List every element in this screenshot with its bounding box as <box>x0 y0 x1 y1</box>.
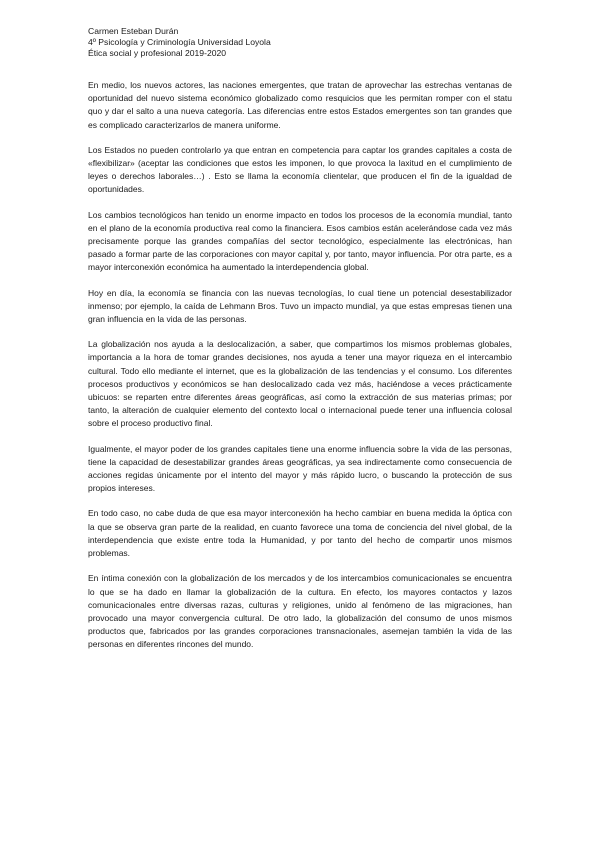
paragraph: En íntima conexión con la globalización de los mercados y de los intercambios comunicacionales se encuentra lo que se ha dado en llamar la globalización de la cultura. En efecto, los mayores contactos y lazos comunicacionales entre diversas razas, culturas y religiones, unido al fenómeno de las migraciones, han provocado una mayor convergencia cultural. De otro lado, la globalización del consumo de unos mismos productos que, fabricados por las grandes corporaciones transnacionales, asemejan también la vida de las personas en diferentes rincones del mundo. <box>88 573 512 650</box>
course-info: 4º Psicología y Criminología Universidad Loyola <box>88 37 271 47</box>
paragraph: En todo caso, no cabe duda de que esa mayor interconexión ha hecho cambiar en buena medida la óptica con la que se observa gran parte de la realidad, en cuanto favorece una toma de conciencia del nivel global, de la interdependencia que existe entre toda la Humanidad, y por tanto del hecho de compartir unos mismos problemas. <box>88 508 512 559</box>
document-page <box>88 26 512 664</box>
paragraph: Los cambios tecnológicos han tenido un enorme impacto en todos los procesos de la economía mundial, tanto en el plano de la economía productiva real como la financiera. Esos cambios están acelerándose cada vez más precisamente porque las grandes compañías del sector tecnológico, especialmente las electrónicas, han pasado a formar parte de las corporaciones con mayor capital y, por tanto, mayor influencia. Por otra parte, es a mayor interconexión económica ha aumentado la interdependencia global. <box>88 209 512 273</box>
paragraph: La globalización nos ayuda a la deslocalización, a saber, que compartimos los mismos problemas globales, importancia a la hora de tomar grandes decisiones, nos ayuda a tener una mayor riqueza en el intercambio cultural. Todo ello mediante el internet, que es la globalización de las tendencias y el consumo. Los diferentes procesos productivos y económicos se han deslocalizado cada vez más, haciéndose a veces prácticamente ubicuos: se reparten entre diferentes áreas geográficas, así como la extracción de sus materias primas; por tanto, la alteración de cualquier elemento del contexto local o internacional puede tener una influencia colosal sobre el proceso productivo final. <box>88 339 512 429</box>
paragraph: Hoy en día, la economía se financia con las nuevas tecnologías, lo cual tiene un potencial desestabilizador inmenso; por ejemplo, la caída de Lehmann Bros. Tuvo un impacto mundial, ya que estas empresas tienen una gran influencia en la vida de las personas. <box>88 287 512 325</box>
subject-info: Ética social y profesional 2019-2020 <box>88 48 227 58</box>
paragraph: En medio, los nuevos actores, las naciones emergentes, que tratan de aprovechar las estrechas ventanas de oportunidad del nuevo sistema económico globalizado como resquicios que les permitan romper con el statu quo y dar el salto a una nueva categoría. Las diferencias entre estos Estados emergentes son tan grandes que es complicado caracterizarlos de manera uniforme. <box>88 80 512 130</box>
paragraph: Igualmente, el mayor poder de los grandes capitales tiene una enorme influencia sobre la vida de las personas, tiene la capacidad de desestabilizar grandes áreas geográficas, ya sea indirectamente como consecuencia de acciones regidas únicamente por el intento del mayor y más rápido lucro, o buscando la protección de sus propios intereses. <box>88 443 512 494</box>
document-header <box>88 26 512 59</box>
author-name: Carmen Esteban Durán <box>88 26 179 36</box>
document-body <box>88 79 512 652</box>
paragraph: Los Estados no pueden controlarlo ya que entran en competencia para captar los grandes capitales a costa de «flexibilizar» (aceptar las condiciones que estos les imponen, lo que provoca la laxitud en el cumplimiento de leyes o derechos laborales…) . Esto se llama la economía clientelar, que producen el fin de la igualdad de oportunidades. <box>88 144 512 195</box>
